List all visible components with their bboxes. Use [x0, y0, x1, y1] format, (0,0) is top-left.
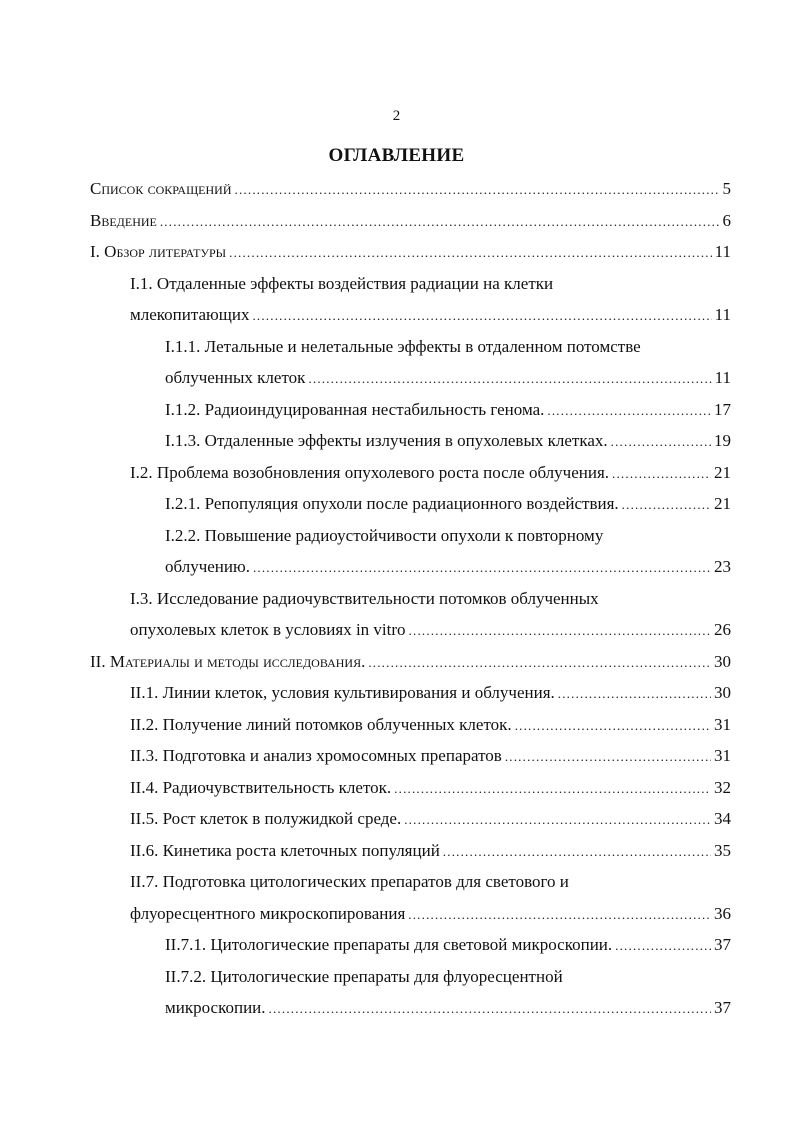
toc-dot-leader — [409, 615, 711, 647]
toc-entry-line — [130, 772, 731, 805]
toc-entry — [0, 362, 793, 394]
toc-entry-line — [165, 961, 563, 993]
toc-entry-line — [165, 394, 731, 427]
toc-page-number: 21 — [714, 494, 731, 513]
toc-entry-line — [130, 898, 731, 931]
toc-page-number: 34 — [714, 809, 731, 828]
toc-page-number: 30 — [714, 651, 731, 671]
toc-entry-text: II.7.1. Цитологические препараты для световой микроскопии. — [165, 935, 613, 954]
toc-entry-text: II.7.2. Цитологические препараты для флуоресцентной — [165, 966, 563, 986]
toc-dot-leader — [229, 237, 712, 269]
toc-dot-leader — [558, 678, 711, 710]
toc-entry — [0, 803, 793, 835]
toc-dot-leader — [308, 363, 711, 395]
toc-entry-line — [90, 646, 731, 679]
toc-entry — [0, 520, 793, 552]
toc-entry-text: I.1.1. Летальные и нелетальные эффекты в отдаленном потомстве — [165, 336, 641, 356]
toc-page-number: 11 — [714, 305, 731, 324]
toc-dot-leader — [235, 174, 720, 206]
toc-entry — [0, 772, 793, 804]
toc-entry — [0, 173, 793, 205]
toc-entry-line — [130, 866, 569, 898]
toc-entry-line — [130, 299, 731, 332]
toc-entry — [0, 677, 793, 709]
toc-page-number: 26 — [714, 620, 731, 639]
toc-entry-text: II.3. Подготовка и анализ хромосомных препаратов — [130, 746, 502, 765]
toc-entry-line — [130, 614, 731, 647]
toc-entry — [0, 583, 793, 615]
toc-dot-leader — [622, 489, 711, 521]
toc-dot-leader — [505, 741, 711, 773]
table-of-contents — [0, 173, 793, 1024]
toc-entry-line — [90, 236, 731, 269]
toc-entry — [0, 961, 793, 993]
toc-entry-line — [165, 520, 603, 552]
toc-dot-leader — [394, 773, 711, 805]
toc-title: ОГЛАВЛЕНИЕ — [328, 145, 465, 166]
toc-entry — [0, 835, 793, 867]
toc-entry-text: Введение — [90, 210, 157, 230]
toc-entry-line — [130, 709, 731, 742]
toc-dot-leader — [611, 426, 711, 458]
toc-dot-leader — [252, 300, 711, 332]
toc-entry — [0, 551, 793, 583]
toc-entry-text: Список сокращений — [90, 179, 232, 198]
toc-entry-line — [165, 425, 731, 458]
toc-entry-text: микроскопии. — [165, 998, 266, 1017]
toc-entry — [0, 331, 793, 363]
toc-dot-leader — [615, 930, 711, 962]
toc-entry-line — [130, 583, 599, 615]
toc-entry — [0, 488, 793, 520]
toc-entry-text: облучению. — [165, 557, 250, 576]
toc-dot-leader — [253, 552, 711, 584]
toc-entry-line — [130, 268, 553, 300]
toc-entry-text: I. Обзор литературы — [90, 242, 227, 261]
toc-dot-leader — [547, 395, 711, 427]
toc-entry-line — [130, 457, 731, 490]
toc-page-number: 37 — [714, 935, 731, 954]
toc-entry — [0, 929, 793, 961]
toc-page-number: 11 — [714, 368, 731, 387]
toc-entry-text: II.2. Получение линий потомков облученных клеток. — [130, 714, 512, 734]
toc-entry-text: опухолевых клеток в условиях in vitro — [130, 620, 406, 639]
toc-page-number: 23 — [714, 557, 731, 576]
toc-dot-leader — [408, 899, 711, 931]
toc-dot-leader — [515, 710, 711, 742]
toc-entry-line — [165, 551, 731, 584]
toc-entry-text: II.7. Подготовка цитологических препаратов для светового и — [130, 872, 569, 891]
toc-entry-line — [165, 992, 731, 1025]
toc-entry — [0, 205, 793, 237]
toc-entry-text: II. Материалы и методы исследования. — [90, 651, 366, 671]
toc-page-number: 19 — [714, 431, 731, 450]
toc-page-number: 37 — [714, 998, 731, 1017]
toc-entry-text: I.1.2. Радиоиндуцированная нестабильность генома. — [165, 399, 545, 419]
toc-entry-text: I.1.3. Отдаленные эффекты излучения в опухолевых клетках. — [165, 431, 608, 450]
toc-dot-leader — [443, 836, 711, 868]
toc-dot-leader — [368, 647, 711, 679]
toc-entry-line — [130, 835, 731, 868]
toc-entry-line — [130, 740, 731, 773]
toc-entry — [0, 740, 793, 772]
toc-page-number: 11 — [714, 242, 731, 261]
toc-entry — [0, 394, 793, 426]
toc-page-number: 5 — [722, 179, 731, 198]
toc-dot-leader — [160, 206, 720, 238]
toc-entry — [0, 992, 793, 1024]
toc-entry-line — [165, 331, 641, 363]
toc-entry-text: флуоресцентного микроскопирования — [130, 903, 406, 923]
toc-entry-text: I.1. Отдаленные эффекты воздействия радиации на клетки — [130, 273, 554, 293]
toc-entry-text: I.2.1. Репопуляция опухоли после радиационного воздействия. — [165, 494, 619, 513]
toc-dot-leader — [269, 993, 711, 1025]
toc-entry-text: облученных клеток — [165, 368, 306, 387]
toc-page-number: 17 — [714, 399, 731, 419]
toc-entry — [0, 425, 793, 457]
toc-dot-leader — [404, 804, 711, 836]
toc-entry-text: млекопитающих — [130, 305, 250, 324]
toc-entry — [0, 457, 793, 489]
toc-entry-line — [90, 205, 731, 238]
toc-entry-line — [90, 173, 731, 206]
toc-entry — [0, 268, 793, 300]
toc-entry-line — [165, 929, 731, 962]
toc-entry-text: II.5. Рост клеток в полужидкой среде. — [130, 809, 402, 828]
page-number: 2 — [392, 108, 401, 124]
toc-entry — [0, 614, 793, 646]
toc-entry — [0, 709, 793, 741]
toc-entry-line — [130, 677, 731, 710]
toc-page-number: 30 — [714, 683, 731, 702]
toc-page-number: 31 — [714, 714, 731, 734]
toc-page-number: 21 — [714, 462, 731, 482]
toc-entry-text: II.1. Линии клеток, условия культивирования и облучения. — [130, 683, 555, 702]
toc-entry — [0, 236, 793, 268]
toc-entry-line — [165, 488, 731, 521]
toc-entry-text: II.4. Радиочувствительность клеток. — [130, 777, 392, 797]
toc-dot-leader — [612, 458, 711, 490]
toc-entry-line — [130, 803, 731, 836]
toc-entry-text: I.3. Исследование радиочувствительности потомков облученных — [130, 588, 599, 608]
toc-entry-text: II.6. Кинетика роста клеточных популяций — [130, 840, 440, 860]
toc-page-number: 36 — [714, 903, 731, 923]
toc-page-number: 35 — [714, 840, 731, 860]
toc-entry-text: I.2.2. Повышение радиоустойчивости опухоли к повторному — [165, 525, 604, 545]
toc-entry — [0, 866, 793, 898]
toc-entry-line — [165, 362, 731, 395]
toc-page-number: 32 — [714, 777, 731, 797]
toc-page-number: 31 — [714, 746, 731, 765]
toc-entry-text: I.2. Проблема возобновления опухолевого роста после облучения. — [130, 462, 610, 482]
toc-entry — [0, 898, 793, 930]
toc-entry — [0, 646, 793, 678]
toc-entry — [0, 299, 793, 331]
toc-page-number: 6 — [722, 210, 731, 230]
